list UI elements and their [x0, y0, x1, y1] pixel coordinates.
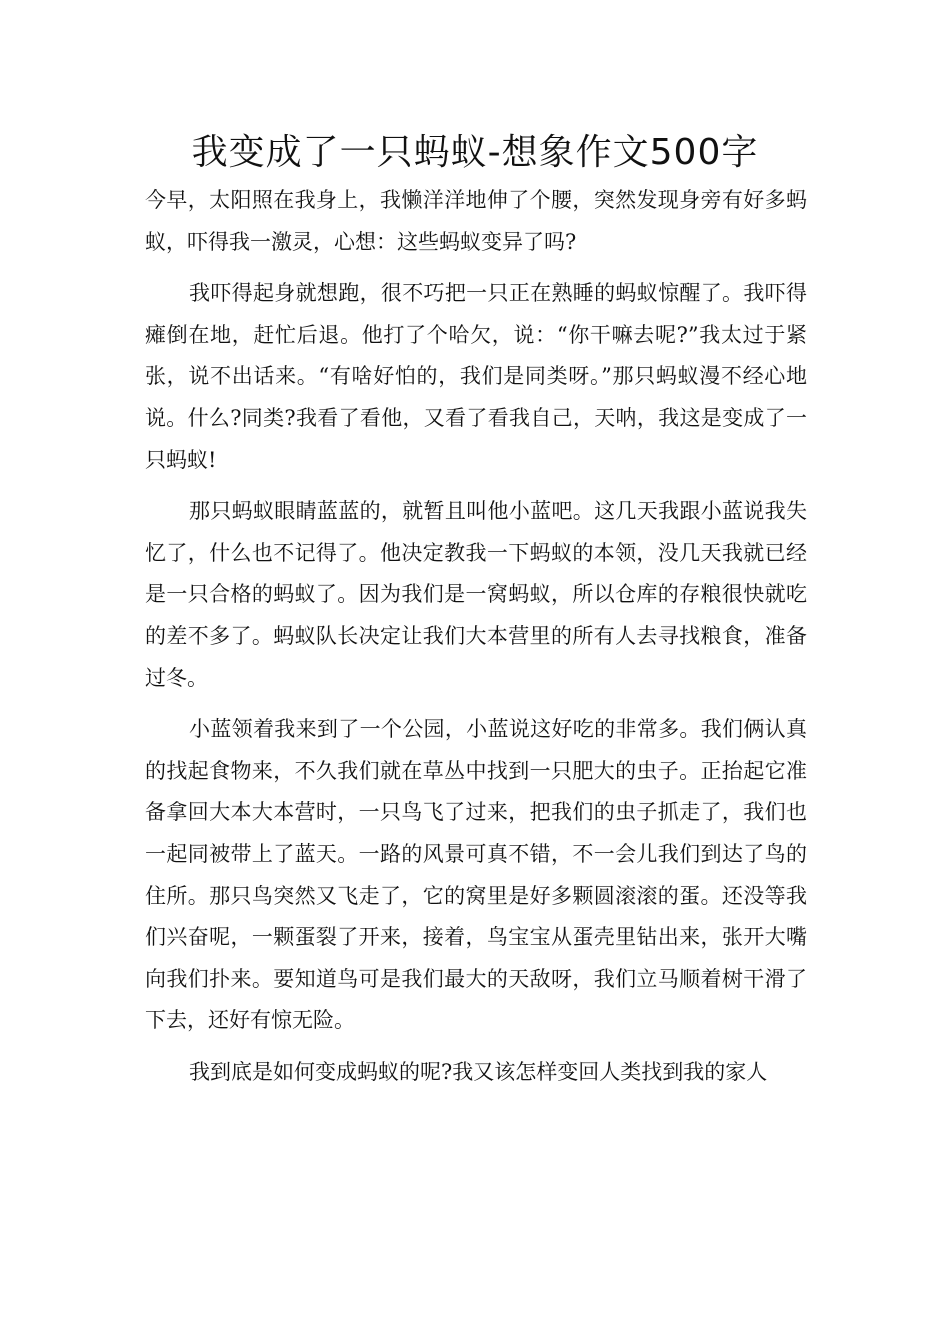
- paragraph-1: 今早，太阳照在我身上，我懒洋洋地伸了个腰，突然发现身旁有好多蚂蚁，吓得我一激灵，心想：这些蚂蚁变异了吗?: [145, 188, 807, 254]
- paragraph-5: 我到底是如何变成蚂蚁的呢?我又该怎样变回人类找到我的家人: [189, 1059, 768, 1084]
- paragraph-3: 那只蚂蚁眼睛蓝蓝的，就暂且叫他小蓝吧。这几天我跟小蓝说我失忆了，什么也不记得了。他决定教我一下蚂蚁的本领，没几天我就已经是一只合格的蚂蚁了。因为我们是一窝蚂蚁，所以仓库的存粮很快就吃的差不多了。蚂蚁队长决定让我们大本营里的所有人去寻找粮食，准备过冬。: [145, 499, 807, 690]
- paragraph-gap: [145, 1042, 807, 1052]
- paragraph-4: 小蓝领着我来到了一个公园，小蓝说这好吃的非常多。我们俩认真的找起食物来，不久我们就在草丛中找到一只肥大的虫子。正抬起它准备拿回大本大本营时，一只鸟飞了过来，把我们的虫子抓走了，我们也一起同被带上了蓝天。一路的风景可真不错，不一会儿我们到达了鸟的住所。那只鸟突然又飞走了，它的窝里是好多颗圆滚滚的蛋。还没等我们兴奋呢，一颗蛋裂了开来，接着，鸟宝宝从蛋壳里钻出来，张开大嘴向我们扑来。要知道鸟可是我们最大的天敌呀，我们立马顺着树干滑了下去，还好有惊无险。: [145, 717, 807, 1033]
- paragraph-2: 我吓得起身就想跑，很不巧把一只正在熟睡的蚂蚁惊醒了。我吓得瘫倒在地，赶忙后退。他打了个哈欠，说：“你干嘛去呢?”我太过于紧张，说不出话来。“有啥好怕的，我们是同类呀。”那只蚂蚁漫不经心地说。什么?同类?我看了看他，又看了看我自己，天呐，我这是变成了一只蚂蚁!: [145, 281, 807, 472]
- paragraph-gap: [145, 481, 807, 491]
- document-title: 我变成了一只蚂蚁-想象作文500字: [191, 132, 759, 173]
- paragraph-gap: [145, 263, 807, 273]
- document-body: [145, 180, 807, 1093]
- paragraph-gap: [145, 699, 807, 709]
